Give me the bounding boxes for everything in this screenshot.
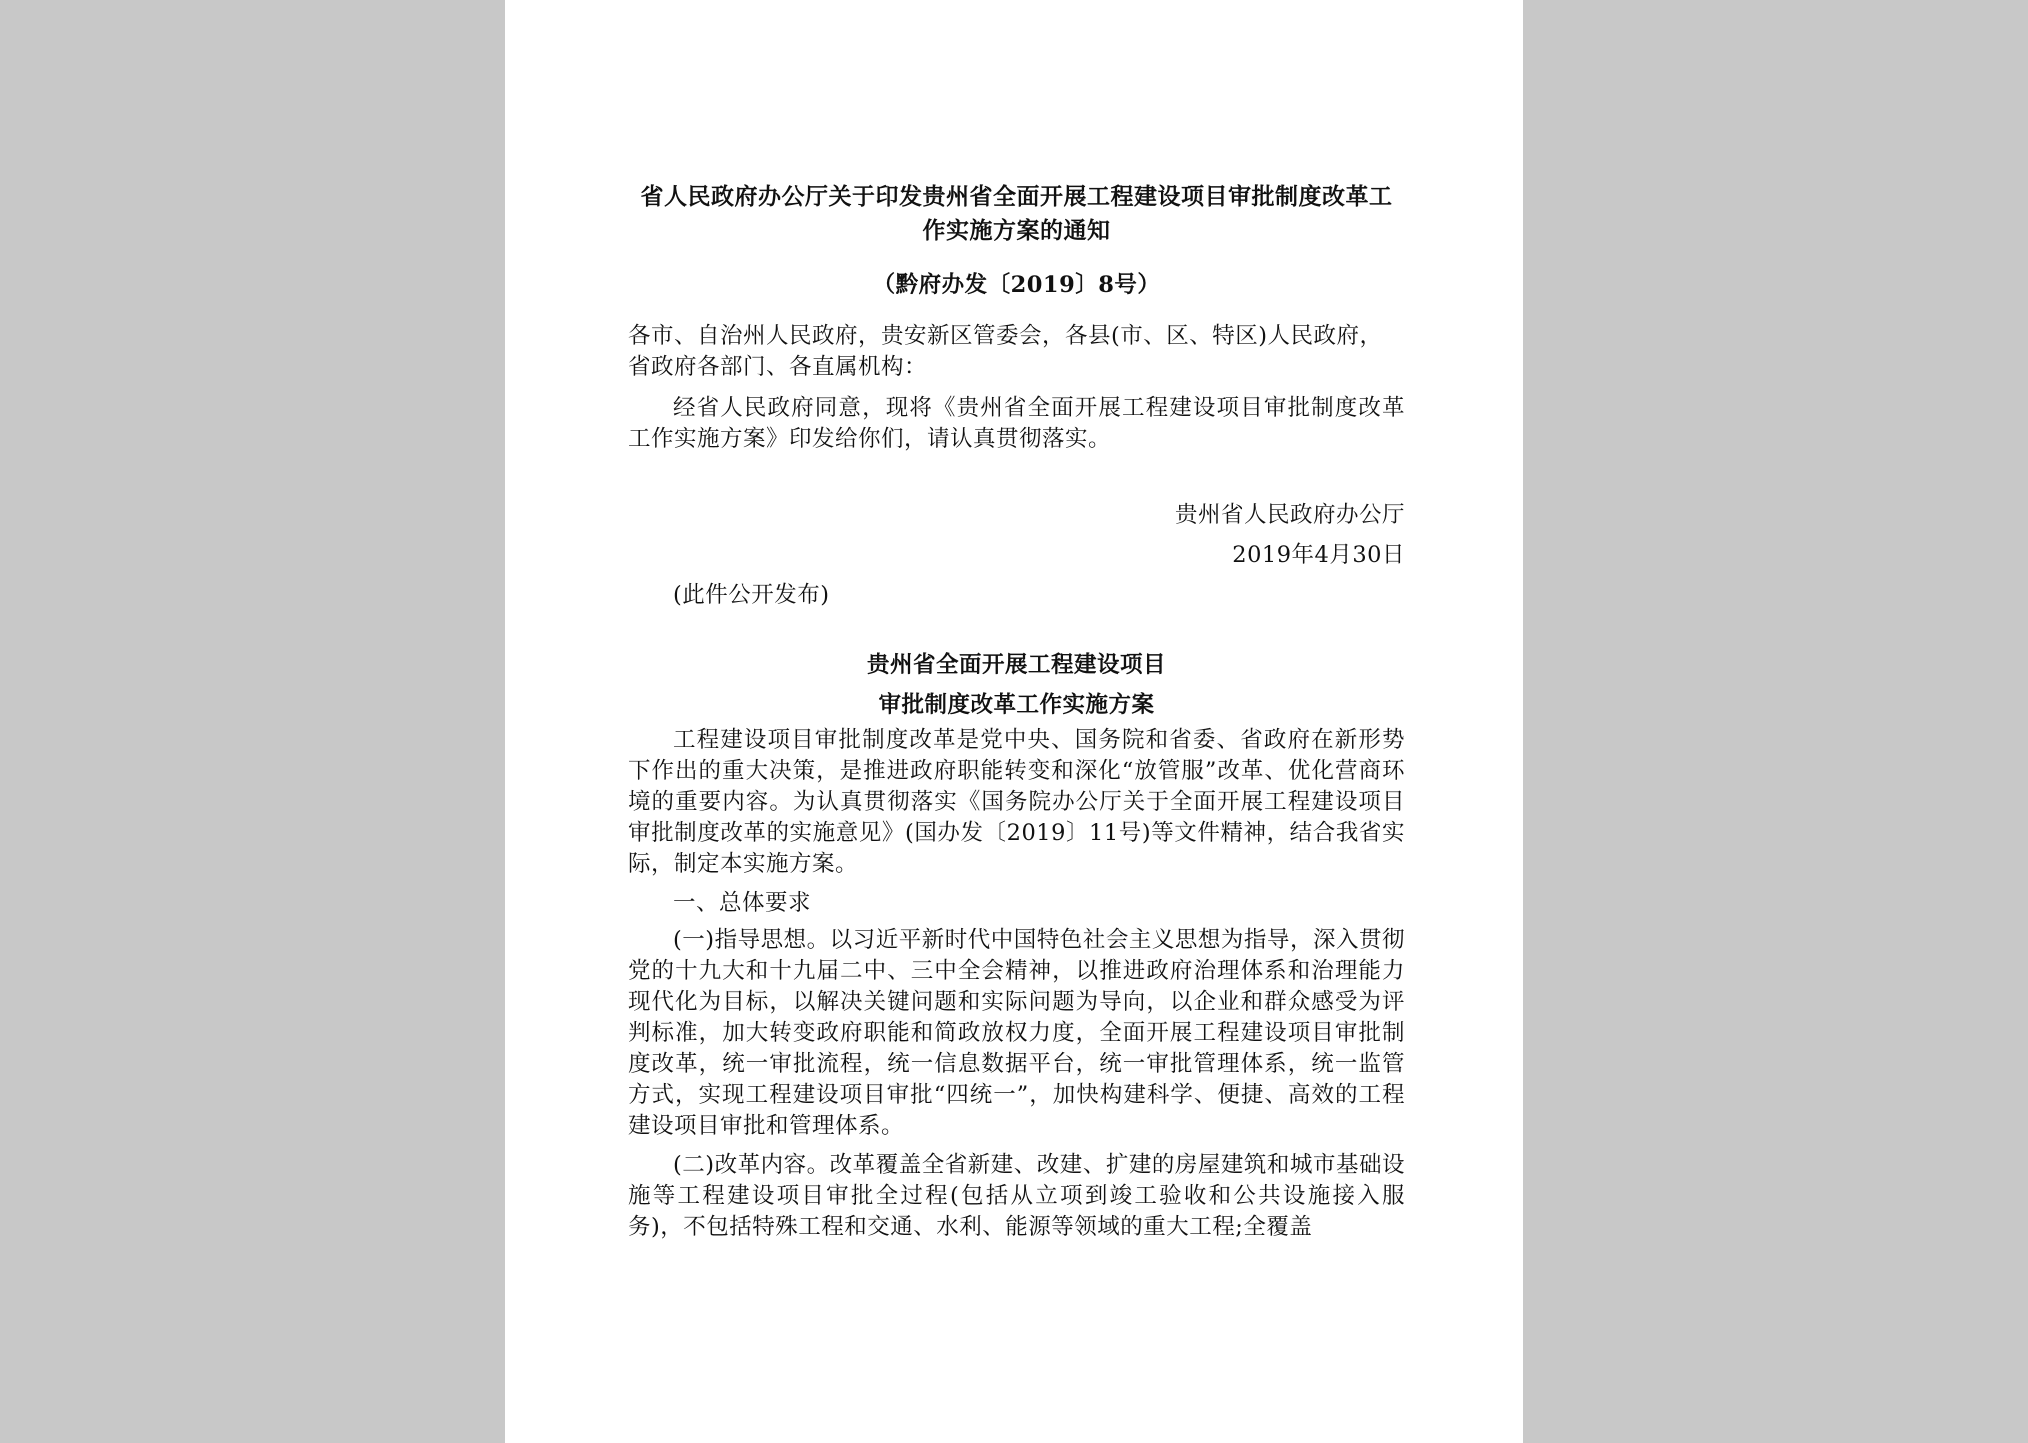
intro-paragraph: 经省人民政府同意，现将《贵州省全面开展工程建设项目审批制度改革工作实施方案》印发给你们，请认真贯彻落实。 bbox=[628, 395, 1405, 452]
issue-date: 2019年4月30日 bbox=[1232, 542, 1405, 568]
publication-note: (此件公开发布) bbox=[673, 582, 830, 608]
document-page bbox=[505, 0, 1523, 1443]
issuer: 贵州省人民政府办公厅 bbox=[1174, 502, 1405, 528]
signature-block bbox=[628, 495, 1405, 575]
guiding-ideology-paragraph: (一)指导思想。以习近平新时代中国特色社会主义思想为指导，深入贯彻党的十九大和十九届二中、三中全会精神，以推进政府治理体系和治理能力现代化为目标，以解决关键问题和实际问题为导向，以企业和群众感受为评判标准，加大转变政府职能和简政放权力度，全面开展工程建设项目审批制度改革，统一审批流程，统一信息数据平台，统一审批管理体系，统一监管方式，实现工程建设项目审批“四统一”，加快构建科学、便捷、高效的工程建设项目审批和管理体系。 bbox=[628, 927, 1405, 1139]
notice-title: 省人民政府办公厅关于印发贵州省全面开展工程建设项目审批制度改革工作实施方案的通知 bbox=[640, 183, 1393, 244]
plan-title-line2: 审批制度改革工作实施方案 bbox=[878, 692, 1155, 718]
plan-title-line1: 贵州省全面开展工程建设项目 bbox=[866, 652, 1166, 678]
reform-content-paragraph: (二)改革内容。改革覆盖全省新建、改建、扩建的房屋建筑和城市基础设施等工程建设项目审批全过程(包括从立项到竣工验收和公共设施接入服务)，不包括特殊工程和交通、水利、能源等领域的重大工程;全覆盖 bbox=[628, 1152, 1405, 1240]
section-heading: 一、总体要求 bbox=[673, 890, 812, 916]
document-number: （黔府办发〔2019〕8号） bbox=[872, 272, 1161, 298]
plan-title bbox=[628, 645, 1405, 725]
addressee: 各市、自治州人民政府，贵安新区管委会，各县(市、区、特区)人民政府，省政府各部门、各直属机构： bbox=[628, 323, 1383, 380]
page-content bbox=[628, 180, 1405, 1251]
plan-intro-paragraph: 工程建设项目审批制度改革是党中央、国务院和省委、省政府在新形势下作出的重大决策，是推进政府职能转变和深化“放管服”改革、优化营商环境的重要内容。为认真贯彻落实《国务院办公厅关于全面开展工程建设项目审批制度改革的实施意见》(国办发〔2019〕11号)等文件精神，结合我省实际，制定本实施方案。 bbox=[628, 727, 1405, 877]
